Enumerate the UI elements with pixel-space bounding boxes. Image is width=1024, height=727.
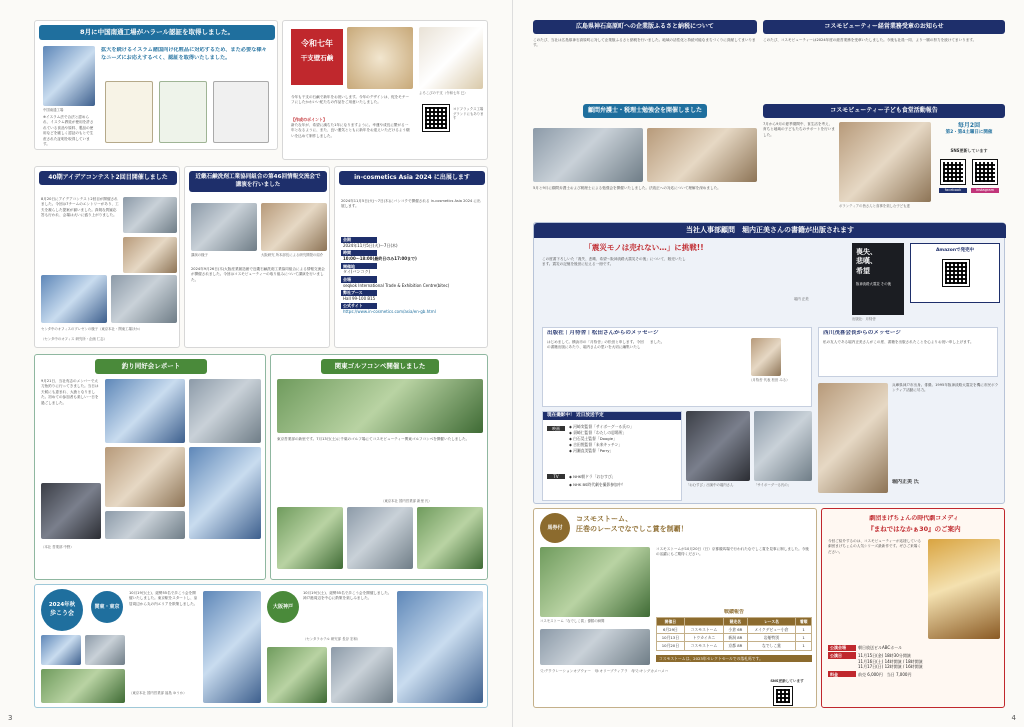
shokuiku-caption: ボランティアの皆さんと食事を楽しむ子ども達 (839, 204, 910, 208)
instagram-qr-code[interactable] (973, 160, 997, 184)
golf-photo-1 (277, 507, 343, 569)
soap-product-photo (347, 27, 413, 89)
movie-caption-b: 「サイボーグ一る氏の」 (754, 483, 792, 487)
incos-card (334, 166, 488, 348)
certificate-image-2 (159, 81, 207, 143)
shokuiku-schedule-badge (935, 122, 1003, 136)
csr-body: このたび、コスモビューティーは2024年度の経営業務を受章いたしました。今後も社員一同、より一層の努力を続けてまいります。 (763, 38, 977, 42)
walk-badge-line1: 2024年秋 (48, 602, 76, 609)
current-work-item: ◆ 吉田悦監督「未来キッチン」 (569, 442, 623, 448)
profile-portrait (818, 383, 888, 493)
walk-photo-left-1 (41, 635, 81, 665)
certificate-image-1 (105, 81, 153, 143)
book-quote: 「震災モノは売れない…」に挑戦!! (584, 243, 704, 252)
shokuiku-photo (839, 122, 931, 202)
kinki-photo-2 (261, 203, 327, 251)
publisher-title: 出版社｜月待舎｜松田さんからのメッセージ (547, 330, 659, 336)
idea-credit: （センタ中のオフィス 研究所・企画 仁志） (41, 337, 108, 341)
fishing-photo-2 (189, 379, 261, 443)
horse-table-header: レース名 (747, 618, 796, 626)
horse-sns: SNS更新しています (770, 679, 804, 683)
instagram-label[interactable]: instagram (971, 188, 999, 193)
nishikawa-section (818, 327, 998, 377)
shokuiku-sns: SNS更新しています (950, 148, 988, 153)
nishikawa-title: 西川茂喜会長からのメッセージ (823, 330, 901, 336)
horse-card (533, 508, 817, 708)
movie-still-1 (686, 411, 750, 481)
incos-row: 開催地 タイ(バンコク) (341, 262, 483, 275)
factory-caption: 中国南通工場 (43, 108, 64, 112)
fishing-title: 釣り同好会レポート (95, 359, 207, 374)
comedy-row: 料金 前売 6,000円 当日 7,000円 (830, 671, 912, 677)
horse-title-line2: 圧巻のレースでなでしこ賞を制覇！ (576, 525, 688, 533)
shrine-title: 広島県神石高原町への企業版ふるさと納税について (533, 20, 757, 34)
current-work-item: ◆ 河瀬直美監督「Parry」 (569, 448, 614, 454)
shokuiku-body: 7月から9月の夏季期間中、食生活を考え、育ちと地域の子どもたちのサポートを行いました。 (763, 122, 835, 137)
halal-title: 8月に中国南通工場がハラール認証を取得しました。 (39, 25, 275, 40)
comedy-title-line1: 劇団まげちょんの時代劇コメディ (869, 515, 959, 522)
horse-table-header: 着順 (796, 618, 812, 626)
kinki-photo-1 (191, 203, 257, 251)
meeting-section (533, 104, 757, 216)
csr-section (763, 20, 1005, 100)
book-cover-title-2: 悲嘆、 (856, 257, 877, 266)
comedy-row: 公演会場 朝日放送ビルABCホール (830, 645, 903, 650)
horse-paddock-photo (540, 629, 650, 665)
factory-photo (43, 46, 95, 106)
meeting-title: 顧問弁護士・税理士勉強会を開催しました (583, 104, 707, 118)
fishing-photo-1 (105, 379, 185, 443)
incos-row: 弊社ブース Hall 99-100 B15 (343, 290, 376, 302)
incos-row: 時間 10:00〜18:00(最終日のみ17:00まで) (343, 250, 417, 262)
incos-title: in-cosmetics Asia 2024 に出展します (339, 171, 485, 185)
comedy-row: 11月17日(日) 12時開演 / 16時開演 (858, 664, 923, 670)
current-work-item: ◆ 白石晃士監督「Doogie」 (569, 436, 617, 442)
kinki-caption-a: 講演の様子 (191, 253, 208, 257)
fishing-photo-6 (105, 511, 185, 539)
horse-title-line1: コスモストーム、 (576, 515, 633, 523)
tokyo-badge: 関東・東京 (91, 591, 123, 623)
left-page-number: 3 (8, 713, 13, 722)
golf-photo-2 (347, 507, 413, 569)
soap-note-body: 新たな年が、希望に満ちた1年になりますように。幸運や成長に繋がる一年となるように、また、良い運気とともに新年をお迎えいただけるよう願いを込めて制作しました。 (291, 123, 410, 138)
shokuiku-title: コスモビューティー子ども食堂活動報告 (763, 104, 1005, 118)
comedy-body: 今回ご紹介するのは、コスモビューティーが応援している劇団まげちょんの人気シリーズ最新作です。ぜひご来場ください。 (828, 539, 922, 554)
horse-table-header-row (657, 618, 812, 626)
incos-info (341, 235, 483, 315)
current-works-list (569, 424, 679, 454)
fishing-photo-3 (105, 447, 185, 507)
table-row: 10月13日 トウカイカニ 新潟 8R 岩船特別 1 (657, 634, 812, 642)
idea-caption: センタ中のオフィスのプレゼンの様子（東京本社・関東工場ほか） (41, 327, 143, 331)
shokuiku-section (763, 104, 1005, 216)
idea-title: 40期アイデアコンテスト2回目開催しました (39, 171, 177, 185)
walk-badge-line2: 歩こう会 (49, 609, 74, 617)
shokuiku-badge-line2: 第2・第4土曜日に開催 (945, 130, 993, 136)
book-cover-title-3: 希望 (856, 266, 870, 275)
horse-table-header (684, 618, 723, 626)
incos-row: 会場 seqkok International Trade & Exhibition Centre(bitec) (343, 276, 450, 288)
golf-card (270, 354, 488, 580)
golf-photo-main (277, 379, 483, 433)
soap-body: 今年も干支の石鹸で新年をお祝いします。今年のデザインは、蛇をモチーフにしたかわいい蛇たちの作品をご用意いたしました。 (291, 95, 410, 105)
comedy-info (828, 643, 1000, 677)
comedy-poster (928, 539, 1000, 639)
fishing-photo-4 (41, 483, 101, 539)
soap-card (282, 20, 488, 160)
right-page-number: 4 (1011, 713, 1016, 722)
fishing-caption: （本社 営業部 中野） (41, 545, 74, 549)
golf-credit: （東京本社 国内営業部 新里 氏） (381, 499, 432, 503)
soap-qr-caption: ヨドフラックス工場グランドにもあります (453, 107, 484, 121)
kinki-title: 近畿石鹸洗剤工業協同組合の第46回情報交流会で講演を行いました (189, 171, 327, 192)
idea-photo-1 (123, 197, 177, 233)
soap-qr-code[interactable] (423, 105, 449, 131)
current-works-box (542, 411, 682, 501)
current-work-item: ◆ 須崎仁監督「わたしの思場所」 (569, 430, 627, 436)
comedy-title-line2: 『まねではなかぁ30』のご案内 (867, 525, 961, 533)
horse-table-title: 戦績報告 (723, 609, 744, 615)
book-author-note: 堀内 正美 (794, 297, 809, 301)
golf-photo-3 (417, 507, 483, 569)
soap-note-heading: 【作成のポイント】 (291, 117, 327, 122)
halal-card (34, 20, 278, 150)
publisher-caption: （月待舎 代表 松田 みる） (749, 378, 790, 382)
soap-caption: よろこびの干支（令和七年 巳） (419, 91, 468, 95)
shrine-section (533, 20, 757, 100)
walk-tokyo-body: 10月19日(土)、総勢55名で歩こう会を開催いたしました。東京駅をスタートし、皇居周辺から丸の内エリアを散策しました。 (129, 591, 198, 606)
tv-line-2: ◆ NHK BS時代劇を撮影参加中！ (569, 482, 626, 487)
osaka-badge: 大阪神戸 (267, 591, 299, 623)
walk-card (34, 584, 488, 708)
kinki-card (184, 166, 330, 348)
horse-body: コスモストームが10月20日（日）京都競馬場で行われたなでしこ賞を見事に制しました。今後の活躍にもご期待ください。 (656, 547, 809, 557)
amazon-qr-code[interactable] (943, 260, 969, 286)
profile-body: 兵庫県神戸市出身。俳優。1995年阪神淡路大震災を機に市民ボランティア活動に尽力。 (892, 383, 999, 393)
fishing-card (34, 354, 266, 580)
walk-osaka-credit: （センタラホテル 研究部 長谷 宏和） (303, 637, 361, 641)
soap-title-box (291, 29, 343, 85)
csr-title: コスモビューティー経営業務受章のお知らせ (763, 20, 1005, 34)
meeting-photo-2 (647, 128, 757, 182)
incos-row: 会期 2024年11月5日(火)〜7日(木) (343, 237, 398, 248)
walk-photo-mid (203, 591, 261, 703)
horse-caption: コスモストーム「なでしこ賞」優勝の瞬間 (540, 619, 605, 623)
nishikawa-body: 私の友人である堀内正美さんがこの度、書籍を出版されたことを心よりお祝い申し上げます。 (823, 340, 974, 344)
comedy-row: 公演日 11月15日(金) 18時30分開演 (830, 652, 911, 658)
idea-body: 8月20日にアイデアコンテスト2回目が開催されました。今回は7チームのエントリーがあり、工夫を凝らした提案が揃いました。真剣な質疑応答も行われ、会場は大いに盛り上がりました。 (41, 197, 119, 218)
facebook-label[interactable]: facebook (939, 188, 967, 193)
horse-race-photo (540, 547, 650, 617)
book-amazon-label: Amazonで発売中 (935, 248, 975, 253)
golf-title: 関東ゴルフコンペ開催しました (321, 359, 439, 374)
walk-photo-right-2 (331, 647, 393, 703)
fishing-body: 9月21日、当社有志のメンバーで太刀魚釣りに行ってきました。当日は天候にも恵まれ、大漁となりました。初めての参加者も楽しい一日を過ごしました。 (41, 379, 99, 405)
certificate-image-3 (213, 81, 269, 143)
incos-row: 公式サイト https://www.in-cosmetics.com/asia/en-gb.html (341, 301, 483, 314)
walk-photo-left-2 (85, 635, 125, 665)
book-cover-sub: 阪神淡路大震災 その後 (856, 282, 891, 287)
movie-label: 映画 (547, 426, 565, 431)
publisher-body: はじめまして。横浜市の「月待舎」の松田と申します。今回の書籍出版にあたり、堀内さんの思いを大切に編集いたしました。 (547, 340, 665, 350)
book-publisher: 出版社：月待舎 (852, 317, 876, 321)
idea-photo-2 (123, 237, 177, 273)
halal-lead: 拡大を続けるイスラム諸国向け化粧品に対応するため、また必要な様々なニーズにお応えするべく、認証を取得いたしました。 (101, 47, 267, 61)
tv-label: TV (547, 474, 565, 479)
right-page (512, 0, 1024, 727)
book-body: この度書下ろしいた「喪失、悲嘆、希望〜阪神淡路大震災その後」について、販売いたします。震災の記憶を後世に伝える一冊です。 (542, 257, 686, 267)
publisher-section (542, 327, 812, 407)
facebook-qr-code[interactable] (941, 160, 965, 184)
idea-photo-4 (111, 275, 177, 323)
horse-qr-code[interactable] (774, 687, 792, 705)
comedy-card (821, 508, 1005, 708)
idea-card (34, 166, 180, 348)
walk-photo-right-1 (267, 647, 327, 703)
walk-photo-left-3 (41, 669, 125, 703)
book-amazon-box (910, 243, 1000, 303)
soap-calendar-photo (419, 27, 483, 89)
current-works-title: 現在撮影中！ 近日放送予定 (543, 412, 682, 420)
horse-table-header: 競走名 (724, 618, 748, 626)
shokuiku-badge-line1: 毎月2回 (957, 122, 981, 129)
profile-name: 堀内正美 氏 (892, 479, 919, 485)
movie-caption-a: 「おむすび」出演中の堀内さん (686, 483, 734, 487)
walk-osaka-body: 10月19日(土)、総勢55名で歩こう会を開催しました。神戸港周辺を中心に散策を楽しみました。 (303, 591, 392, 601)
soap-title-line1: 令和七年 (301, 39, 333, 48)
horse-results-table (656, 617, 812, 651)
halal-body: ※イスラム法で合法と認められ、イスラム教徒が使用を許されている食品や原料、製品の使用などを厳しく認証のもとで生産された証明を取得しています。 (43, 115, 94, 146)
book-card (533, 222, 1005, 504)
incos-url-link[interactable]: https://www.in-cosmetics.com/asia/en-gb.html (343, 309, 436, 315)
book-cover (852, 243, 904, 315)
horse-sponsor-note: 父:デクラレーションオブウォー 母:オリーブティアラ 母父:キングカメハメハ (540, 669, 669, 673)
book-cover-title-1: 喪失、 (856, 248, 877, 256)
shrine-body: このたび、当社は広島県神石高原町に対して企業版ふるさと納税を行いました。地域の活性化と持続可能なまちづくりに貢献してまいります。 (533, 38, 756, 48)
walk-badge (41, 589, 83, 631)
walk-photo-right-3 (397, 591, 483, 703)
fishing-photo-5 (189, 447, 261, 539)
incos-body: 2024年11月5日(火)〜7日(木)にバンコクで開催される in-cosmetics Asia 2024 に出展します。 (341, 199, 481, 209)
meeting-body: 5月と9月に顧問弁護士および税理士による勉強会を開催いたしました。法改正への対応について理解を深めました。 (533, 186, 721, 190)
tv-line-1: ◆ NHK朝ドラ「おむすび」 (569, 474, 616, 479)
comedy-row: 11月16日(土) 14時開演 / 18時開演 (858, 658, 923, 664)
book-banner: 当社人事部顧問 堀内正美さんの書籍が出版されます (534, 223, 1006, 238)
publisher-portrait (751, 338, 781, 376)
soap-title-line2: 干支壁石鹸 (300, 53, 334, 62)
movie-still-2 (754, 411, 812, 481)
current-work-item: ◆ 河崎実監督「サイボーグ一る氏の」 (569, 424, 634, 429)
table-row: 10月20日 コスモストーム 京都 8R なでしこ賞 1 (657, 642, 812, 650)
horse-table-header: 開催日 (657, 618, 685, 626)
kinki-body: 2024年9月26日(木)大阪産業創造館で近畿石鹸洗剤工業協同組合による情報交流会が開催されました。今回はコスモビューティーの取り組みについて講演を行いました。 (191, 267, 325, 282)
horse-footer-note: コスモストームは、2023年セレクトセールでの落札馬です。 (656, 655, 812, 662)
kinki-caption-b: 大阪研究 所本部長による研究開発の紹介 (261, 253, 324, 257)
horse-badge: 馬券付 (540, 513, 570, 543)
meeting-photo-1 (533, 128, 643, 182)
walk-tokyo-credit: （東京本社 国内営業部 福島 ゆうか） (129, 691, 187, 695)
idea-photo-3 (41, 275, 107, 323)
golf-body: 東京営業部の新里です。7月13日(土)に千葉のゴルフ場にてコスモビューティー関東ゴルフコンペを開催いたしました。 (277, 437, 470, 441)
table-row: 6月29日 コスモストーム 小倉 6R メイクデビュー小倉 1 (657, 626, 812, 634)
